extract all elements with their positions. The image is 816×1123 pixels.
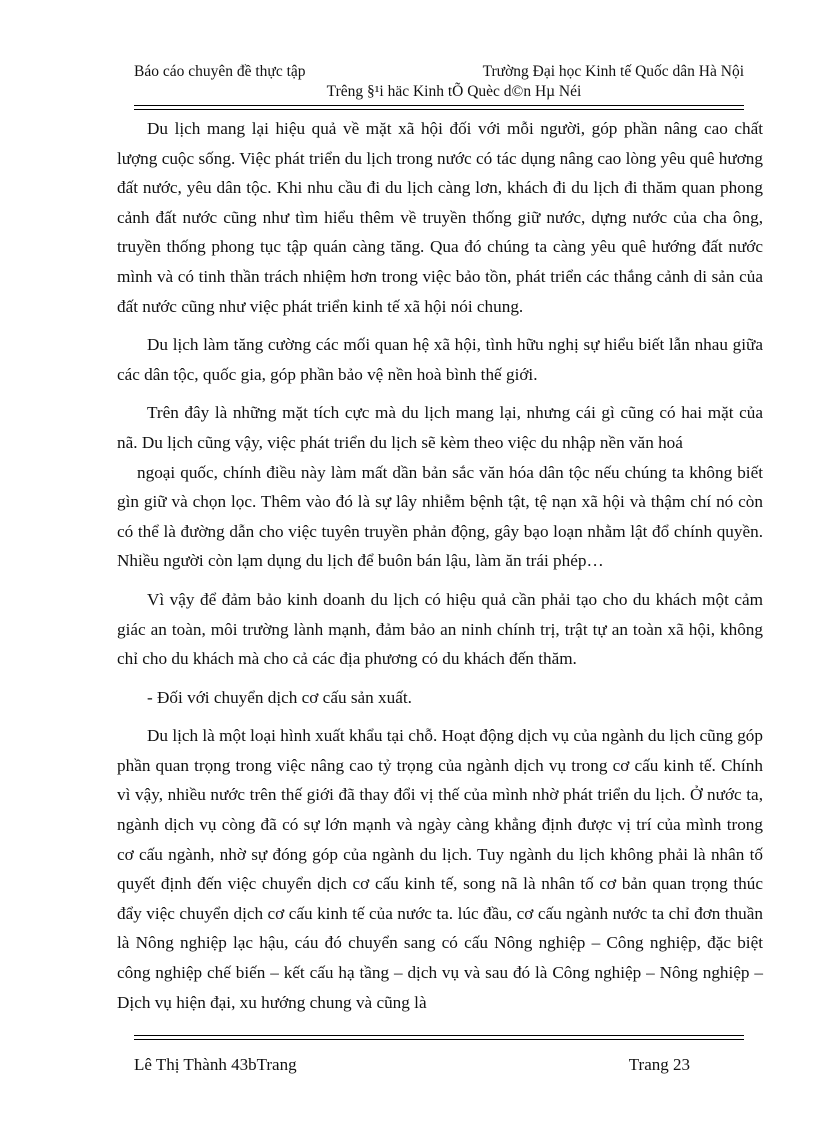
report-title: Báo cáo chuyên đề thực tập	[134, 63, 306, 80]
page-footer	[134, 1054, 690, 1076]
header-divider	[134, 105, 744, 110]
footer-divider	[134, 1035, 744, 1040]
paragraph-negative-aspects-continued: ngoại quốc, chính điều này làm mất dần bản sắc văn hóa dân tộc nếu chúng ta không biết gìn giữ và chọn lọc. Thêm vào đó là sự lây nhiễm bệnh tật, tệ nạn xã hội và thậm chí nó còn có thể là đường dẫn cho việc tuyên truyền phản động, gây bạo loạn nhằm lật đổ chính quyền. Nhiều người còn lạm dụng du lịch để buôn bán lậu, làm ăn trái phép…	[117, 462, 763, 571]
paragraph-international-relations: Du lịch làm tăng cường các mối quan hệ xã hội, tình hữu nghị sự hiểu biết lẫn nhau giữa các dân tộc, quốc gia, góp phần bảo vệ nền hoà bình thế giới.	[117, 335, 763, 384]
page-number: Trang 23	[628, 1055, 690, 1074]
paragraph-negative-aspects: Trên đây là những mặt tích cực mà du lịch mang lại, nhưng cái gì cũng có hai mặt của nã. Du lịch cũng vậy, việc phát triển du lịch sẽ kèm theo việc du nhập nền văn hoá	[117, 403, 763, 452]
header-subtitle: Trêng §¹i häc Kinh tÕ Quèc d©n Hµ Néi	[326, 83, 582, 100]
university-name: Trường Đại học Kinh tế Quốc dân Hà Nội	[482, 63, 744, 80]
paragraph-export-in-place: Du lịch là một loại hình xuất khẩu tại chỗ. Hoạt động dịch vụ của ngành du lịch cũng góp phần quan trọng trong việc nâng cao tỷ trọng của ngành dịch vụ trong cơ cấu kinh tế. Chính vì vậy, nhiều nước trên thế giới đã thay đổi vị thế của mình nhờ phát triển du lịch. Ở nước ta, ngành dịch vụ còng đã có sự lớn mạnh và ngày càng khẳng định được vị trí của mình trong cơ cấu ngành, nhờ sự đóng góp của ngành du lịch. Tuy ngành du lịch không phải là nhân tố quyết định đến việc chuyển dịch cơ cấu kinh tế, song nã là nhân tố cơ bản quan trọng thúc đẩy việc chuyển dịch cơ cấu kinh tế của nước ta. lúc đầu, cơ cấu ngành nước ta chỉ đơn thuần là Nông nghiệp lạc hậu, cáu đó chuyển sang có cấu Nông nghiệp – Công nghiệp, đặc biệt công nghiệp chế biến – kết cấu hạ tầng – dịch vụ và sau đó là Công nghiệp – Nông nghiệp – Dịch vụ hiện đại, xu hướng chung và cũng là	[117, 726, 763, 1012]
page-header	[134, 62, 744, 110]
document-body	[117, 114, 763, 1026]
paragraph-safety: Vì vậy để đảm bảo kinh doanh du lịch có hiệu quả cần phải tạo cho du khách một cảm giác an toàn, môi trường lành mạnh, đảm bảo an ninh chính trị, trật tự an toàn xã hội, không chỉ cho du khách mà cho cả các địa phương có du khách đến thăm.	[117, 589, 763, 669]
header-row	[134, 62, 744, 82]
section-heading-economic-structure: - Đối với chuyển dịch cơ cấu sản xuất.	[147, 687, 412, 707]
paragraph-social-benefits: Du lịch mang lại hiệu quả về mặt xã hội đối với mỗi người, góp phần nâng cao chất lượng cuộc sống. Việc phát triển du lịch trong nước có tác dụng nâng cao lòng yêu quê hương đất nước, yêu dân tộc. Khi nhu cầu đi du lịch càng lơn, khách đi du lịch đi thăm quan phong cảnh đất nước cũng như tìm hiểu thêm về truyền thống giữ nước, dựng nước của cha ông, truyền thống phong tục tập quán càng tăng. Qua đó chúng ta càng yêu quê hướng đất nước mình và có tinh thần trách nhiệm hơn trong việc bảo tồn, phát triển các thắng cảnh di sản của đất nước cũng như việc phát triển kinh tế xã hội nói chung.	[117, 119, 763, 316]
footer-author: Lê Thị Thành 43bTrang	[134, 1055, 297, 1074]
